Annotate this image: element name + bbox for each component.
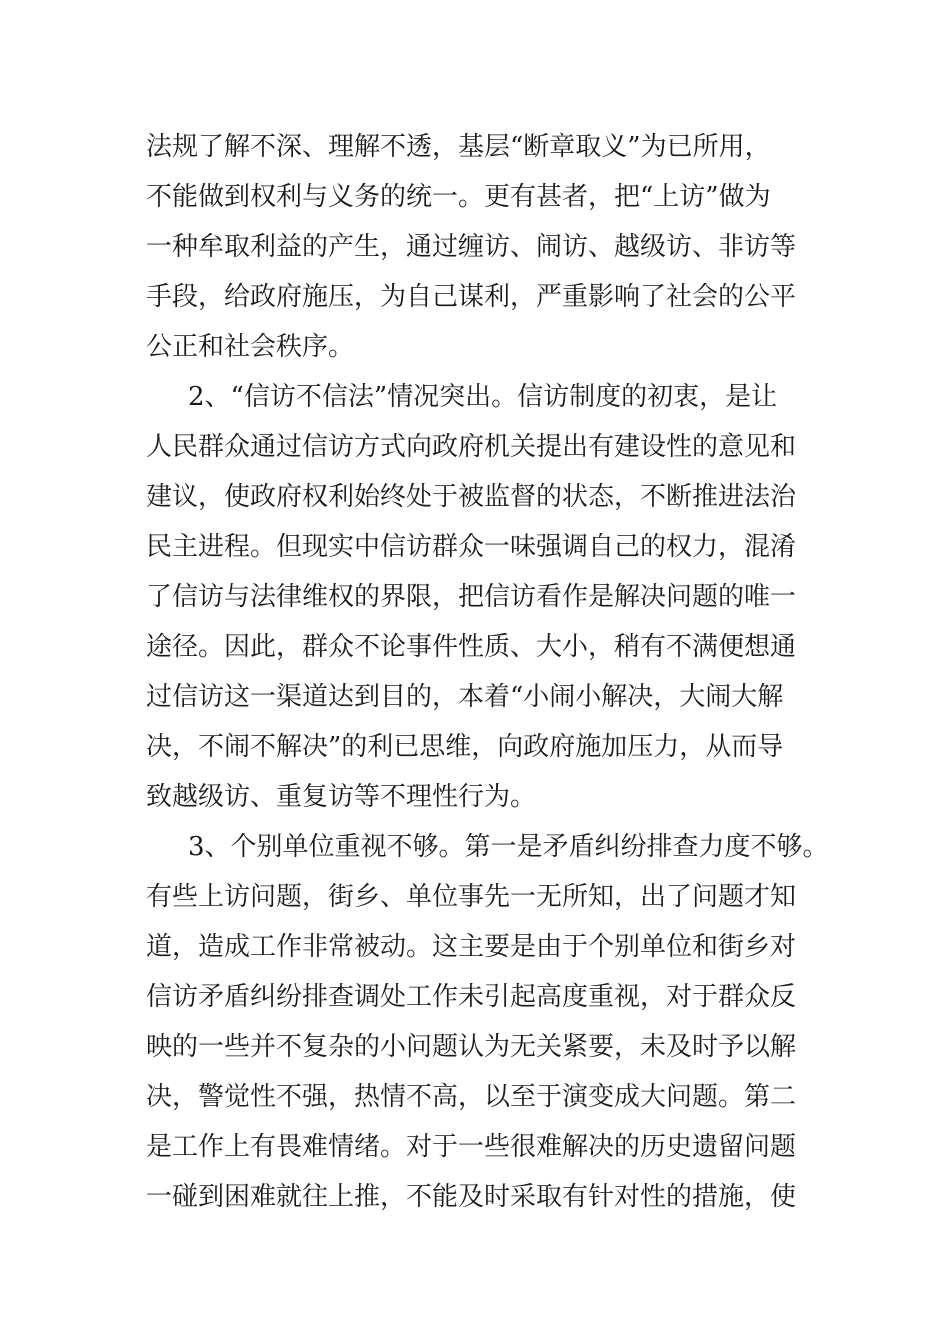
text-line: 建议，使政府权利始终处于被监督的状态，不断推进法治 [146, 482, 797, 512]
text-line: 不能做到权利与义务的统一。更有甚者，把“上访”做为 [146, 182, 771, 212]
text-line: 了信访与法律维权的界限，把信访看作是解决问题的唯一 [146, 582, 797, 612]
text-line: 法规了解不深、理解不透，基层“断章取义”为已所用， [146, 132, 771, 162]
text-line: 映的一些并不复杂的小问题认为无关紧要，未及时予以解 [146, 1032, 797, 1062]
text-line: 道，造成工作非常被动。这主要是由于个别单位和街乡对 [146, 932, 797, 962]
text-line: 手段，给政府施压，为自己谋利，严重影响了社会的公平 [146, 282, 797, 312]
text-line: 民主进程。但现实中信访群众一味强调自己的权力，混淆 [146, 532, 797, 562]
text-line: 公正和社会秩序。 [146, 332, 355, 362]
text-line: 一碰到困难就往上推，不能及时采取有针对性的措施，使 [146, 1182, 797, 1212]
paragraph-2-first-line: 2、“信访不信法”情况突出。信访制度的初衷，是让 [188, 382, 778, 412]
text-line: 有些上访问题，街乡、单位事先一无所知，出了问题才知 [146, 882, 797, 912]
body-text [146, 122, 836, 1222]
text-line: 途径。因此，群众不论事件性质、大小，稍有不满便想通 [146, 632, 797, 662]
text-line: 过信访这一渠道达到目的，本着“小闹小解决，大闹大解 [146, 682, 784, 712]
text-line: 决，警觉性不强，热情不高，以至于演变成大问题。第二 [146, 1082, 797, 1112]
text-line: 一种牟取利益的产生，通过缠访、闹访、越级访、非访等 [146, 232, 797, 262]
text-line: 是工作上有畏难情绪。对于一些很难解决的历史遗留问题 [146, 1132, 797, 1162]
text-line: 致越级访、重复访等不理性行为。 [146, 782, 537, 812]
text-line: 信访矛盾纠纷排查调处工作未引起高度重视，对于群众反 [146, 982, 797, 1012]
paragraph-3-first-line: 3、个别单位重视不够。第一是矛盾纠纷排查力度不够。 [188, 832, 829, 862]
text-line: 人民群众通过信访方式向政府机关提出有建设性的意见和 [146, 432, 797, 462]
text-line: 决，不闹不解决”的利已思维，向政府施加压力，从而导 [146, 732, 784, 762]
